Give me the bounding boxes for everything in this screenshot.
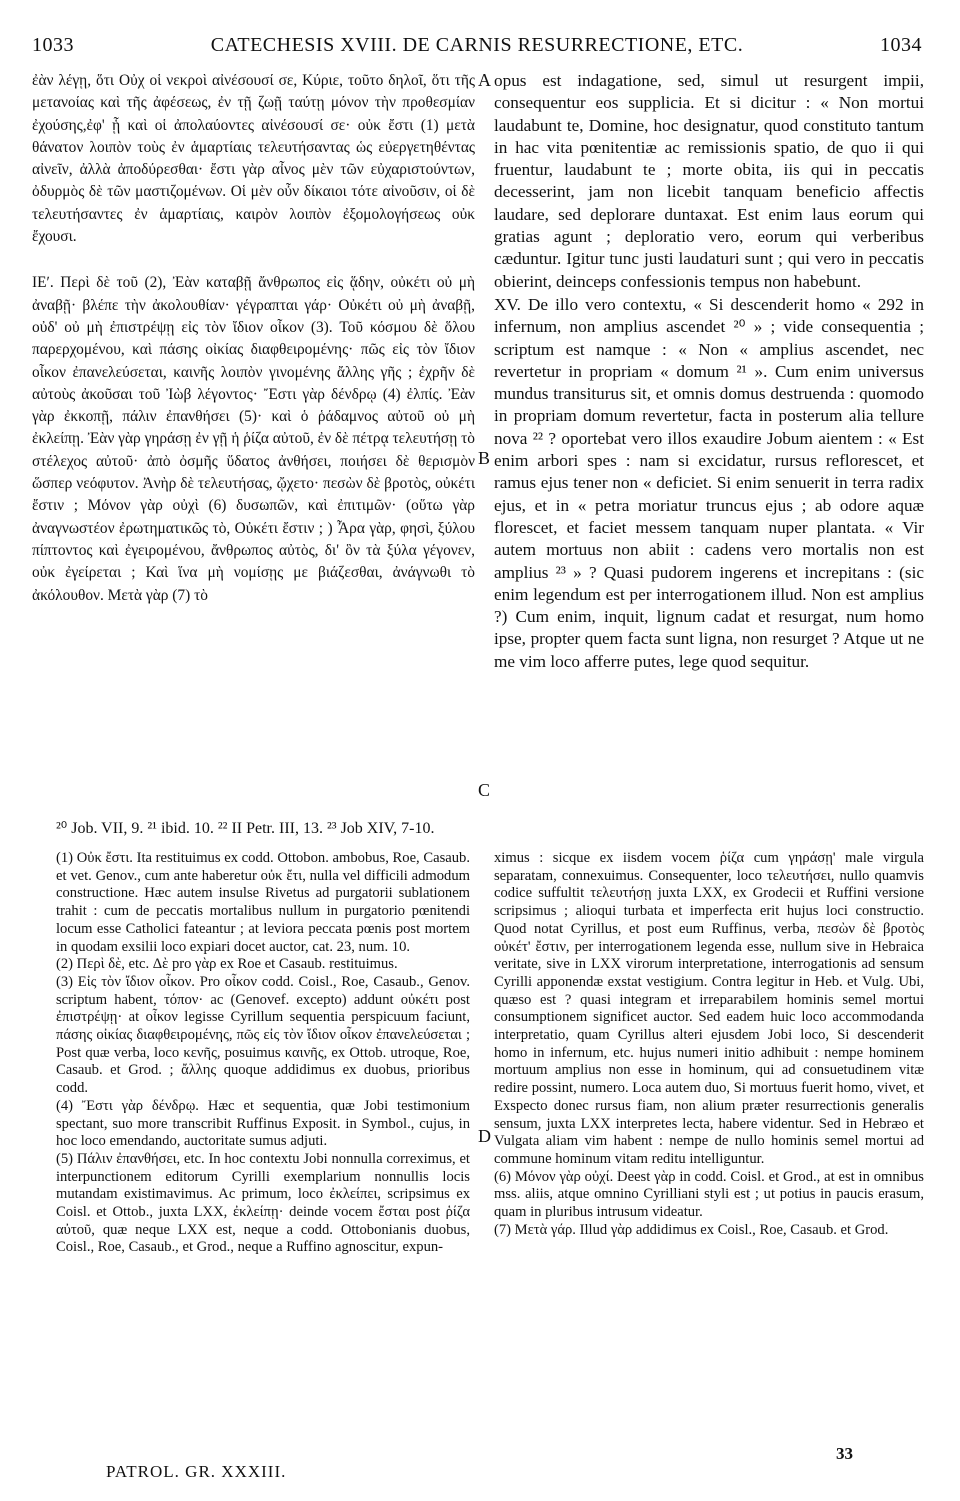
latin-column [494, 70, 924, 673]
margin-letter-c: C [478, 780, 491, 800]
margin-letter-b: B [478, 448, 491, 468]
margin-letter-a: A [478, 70, 491, 90]
signature-number: 33 [836, 1444, 853, 1463]
footnote: (1) Οὐκ ἔστι. Ita restituimus ex codd. Ottobon. ambobus, Roe, Casaub. et vet. Genov., cum ante haberetur οὐκ ἔτι, nulla vel difficili admodum constructione. Hæc autem insulse Rivetus ad purgatorii sublationem trahit : cum de peccatis mortalibus nullum in purgatorio pœnitendi locum esse Catholici fateantur ; at leviora peccata pœnis post mortem in quodam exsilii loco expiari docet auctor, cat. 23, num. 10. [56, 850, 470, 955]
running-title: CATECHESIS XVIII. DE CARNIS RESURRECTIONE, ETC. [210, 34, 744, 56]
margin-letter-d: D [478, 1126, 491, 1146]
greek-column [32, 70, 475, 607]
footnote: (2) Περὶ δὲ, etc. Δὲ pro γὰρ ex Roe et Casaub. restituimus. [56, 956, 398, 973]
greek-paragraph-1: ἐὰν λέγῃ, ὅτι Οὐχ οἱ νεκροὶ αἰνέσουσί σε, Κύριε, τοῦτο δηλοῖ, ὅτι τῆς μετανοίας καὶ τῆς ἀφέσεως, ἐν τῇ ζωῇ ταύτῃ μόνον τὴν προθεσμίαν ἐχούσης,ἐφ' ᾗ καὶ οἱ ἀπολαύοντες αἰνέσουσί σε· οὐκ ἔστι (1) μετὰ θάνατον λοιπὸν τοὺς ἐν ἁμαρτίαις τελευτήσαντας ὡς εὐεργετηθέντας αἰνεῖν, ἀλλὰ ἀποδύρεσθαι· ἔστι γὰρ αἶνος μὲν τῶν εὐχαριστούντων, ὀδυρμὸς δὲ τῶν μαστιζομένων. Οἱ μὲν οὖν δίκαιοι τότε αἰνοῦσιν, οἱ δὲ τελευτήσαντες ἐν ἁμαρτίαις, καιρὸν λοιπὸν ἐξομολογήσεως οὐκ ἔχουσι. [32, 72, 475, 246]
page-number-right: 1034 [880, 34, 922, 56]
footnote: (6) Μόνον γὰρ οὐχί. Deest γὰρ in codd. Coisl. et Grod., at est in omnibus mss. aliis, atque omnino Cyrilliani styli est ; ut potius in paucis erasum, quam in pluribus intrusum videatur. [494, 1168, 924, 1221]
footnote: ximus : sicque ex iisdem vocem ῥίζα cum γηράσῃ' male virgula separatam, connexuimus. Consequenter, loco τελευτήσει, nullo quamvis codice suffultit τελευτήσῃ juxta LXX, ex Grodecii et Ruffini versione scripsimus ; alioqui turbata et imperfecta erit hujus loci constructio. Quod notat Cyrillus, et post eum Ruffinus, verba, πεσὼν δὲ βροτὸς οὐκέτ' ἔστιν, per interrogationem legenda esse, nullum sive in Hebraica veritate, sive in LXX virorum interpretatione, interrogationis ad sensum Cyrilli apponendæ exstat vestigium. Contra legitur in Heb. et Vulg. Ubi, quæso est ? quasi integram et irreparabilem hominis semel mortui consumptionem significet auctor. Sed eadem huic loco accommodanda interpretatio, quam Cyrillus alteri ejusdem Jobi loco, Si descenderit homo in infernum, etc. hujus numeri initio adhibuit : nempe hominem mortuum amplius non esse in hominum, qui ad consuetudinem vitæ redire possint, numero. Loca autem duo, Si mortuus fuerit homo, vivet, et Exspecto donec rursus fiam, non alium præter resurrectionis generalis sensum, juxta LXX interpretes lecta, habere videntur. Sed in Hebræo et Vulgata aliam vim habent : nempe de nullo hominis semel mortui ad commune hominum vitam reditu intelliguntur. [494, 850, 924, 1167]
series-signature: PATROL. GR. XXXIII. [106, 1462, 287, 1481]
footnote: (5) Πάλιν ἐπανθήσει, etc. In hoc contextu Jobi nonnulla correximus, et interpunctionem editorum Cyrilli exemplarium nonnullis locis mutandam existimavimus. Ac primum, loco ἐκλείπει, scripsimus ex Coisl. et Ottob., juxta LXX, ἐκλείπῃ· deinde vocem ἔσται post ῥίζα αὐτοῦ, quæ neque LXX est, neque a codd. Ottobonianis duobus, Coisl., Roe, Casaub., et Grod., neque a Ruffino agnoscitur, expun- [56, 1150, 470, 1256]
greek-paragraph-2: ΙΕʹ. Περὶ δὲ τοῦ (2), Ἐὰν καταβῇ ἄνθρωπος εἰς ᾅδην, οὐκέτι οὐ μὴ ἀναβῇ· βλέπε τὴν ἀκολουθίαν· γέγραπται γάρ· Οὐκέτι οὐ μὴ ἀναβῇ, οὐδ' οὐ μὴ ἐπιστρέψῃ εἰς τὸν ἴδιον οἶκον (3). Τοῦ κόσμου δὲ ὅλου παρερχομένου, καὶ πάσης οἰκίας διαφθειρομένης· πῶς εἰς τὸν ἴδιον οἶκον ἐπανελεύσεται, καινῆς λοιπὸν γινομένης ἄλλης γῆς ; ἐχρῆν δὲ αὐτοὺς ἀκοῦσαι τοῦ Ἰὼβ λέγοντος· Ἔστι γὰρ δένδρῳ (4) ἐλπίς. Ἐὰν γὰρ ἐκκοπῇ, πάλιν ἐπανθήσει (5)· καὶ ὁ ῥάδαμνος αὐτοῦ οὐ μὴ ἐκλείπῃ. Ἐὰν γὰρ γηράσῃ ἐν γῇ ἡ ῥίζα αὐτοῦ, ἐν δὲ πέτρᾳ τελευτήσῃ τὸ στέλεχος αὐτοῦ· ἀπὸ ὀσμῆς ὕδατος ἀνθήσει, ποιήσει δὲ θερισμὸν ὥσπερ νεόφυτον. Ἀνὴρ δὲ τελευτήσας, ᾤχετο· πεσὼν δὲ βροτὸς, οὐκέτι ἔστιν ; Μόνον γὰρ οὐχὶ (6) δυσωπῶν, καὶ ἐπιτιμῶν· (οὕτω γὰρ ἀναγνωστέον ἐρωτηματικῶς τὸ, Οὐκέτι ἔστιν ; ) Ἆρα γὰρ, φησὶ, ξύλου πίπτοντος καὶ ἐγειρομένου, ἄνθρωπος αὐτὸς, δι' ὃν τὰ ξύλα γέγονεν, οὐκ ἐγείρεται ; Καὶ ἵνα μὴ νομίσῃς με βιάζεσθαι, ἀνάγνωθι τὸ ἀκόλουθον. Μετὰ γὰρ (7) τὸ [32, 274, 475, 604]
footnote: (7) Μετὰ γάρ. Illud γὰρ addidimus ex Coisl., Roe, Casaub. et Grod. [494, 1221, 889, 1238]
footnote: (4) Ἔστι γὰρ δένδρῳ. Hæc et sequentia, quæ Jobi testimonium spectant, suo more transcribit Ruffinus Exposit. in Symbol., cujus, in hoc loco emendando, auctoritate sumus adjuti. [56, 1097, 470, 1150]
footnotes-right [494, 850, 924, 1239]
scripture-references: ²⁰ Job. VII, 9. ²¹ ibid. 10. ²² II Petr. III, 13. ²³ Job XIV, 7-10. [56, 820, 435, 837]
page-header [32, 34, 922, 62]
page-number-left: 1033 [32, 34, 74, 56]
latin-paragraph-2: XV. De illo vero contextu, « Si descenderit homo « 292 in infernum, non amplius ascendet ²⁰ » ; vide consequentia ; scriptum est namque : « Non « amplius ascendet, nec revertetur in propriam « domum ²¹ ». Cum enim universus mundus transiturus sit, et omnis domus destruenda : quomodo in propriam domum revertetur, facta in posterum alia tellure nova ²² ? oportebat vero illos exaudire Jobum aientem : « Est enim arbori spes : nam si excidatur, rursus reflorescet, et ramus ejus tener non « deficiet. Si enim senuerit in terra radix ejus, et in « petra moriatur truncus ejus ; ab odore aquæ florescet, et faciet messem tanquam nuper plantata. « Vir autem mortuus non abiit : cadens vero mortalis non est amplius ²³ » ? Quasi pudorem ingerens et increpitans : (sic enim legendum est per interrogationem illud. Non est amplius ?) Cum enim, inquit, lignum cadat et resurgat, num homo ipse, propter quem facta sunt ligna, non resurget ? Atque ut ne me vim loco afferre putes, lege quod sequitur. [494, 294, 924, 671]
footnotes-left [56, 850, 470, 1257]
latin-paragraph-1: opus est indagatione, sed, simul ut resurgent impii, consequentur eos supplicia. Et si dicitur : « Non mortui laudabunt te, Domine, hoc designatur, quod constituto tantum in hac vita pœnitentiæ ac remissionis spatio, de quo ii qui fruentur, laudabunt te ; morte obita, iis qui in peccatis decesserint, jam non licebit tanquam beneficio affectis laudare, sed deplorare duntaxat. Est enim laus eorum qui gratias agunt ; deploratio vero, eorum qui verberibus cæduntur. Igitur tunc justi laudaturi sunt ; qui vero in peccatis obierint, deinceps confessionis tempus non habebunt. [494, 71, 924, 291]
footnote: (3) Εἰς τὸν ἴδιον οἶκον. Pro οἶκον codd. Coisl., Roe, Casaub., Genov. scriptum habent, τόπον· ac (Genovef. excepto) addunt οὐκέτι post ἐπιστρέψῃ· at οἶκον legisse Cyrillum sequentia perspicuum faciunt, πάσης οἰκίας διαφθειρομένης, πῶς εἰς τὸν ἴδιον οἶκον ἐπανελεύσεται ; Post quæ verba, loco κενῆς, posuimus καινῆς, ex Ottob. utroque, Roe, Casaub. et Grod. ; ἄλλης quoque addidimus ex duobus, prioribus codd. [56, 973, 470, 1097]
